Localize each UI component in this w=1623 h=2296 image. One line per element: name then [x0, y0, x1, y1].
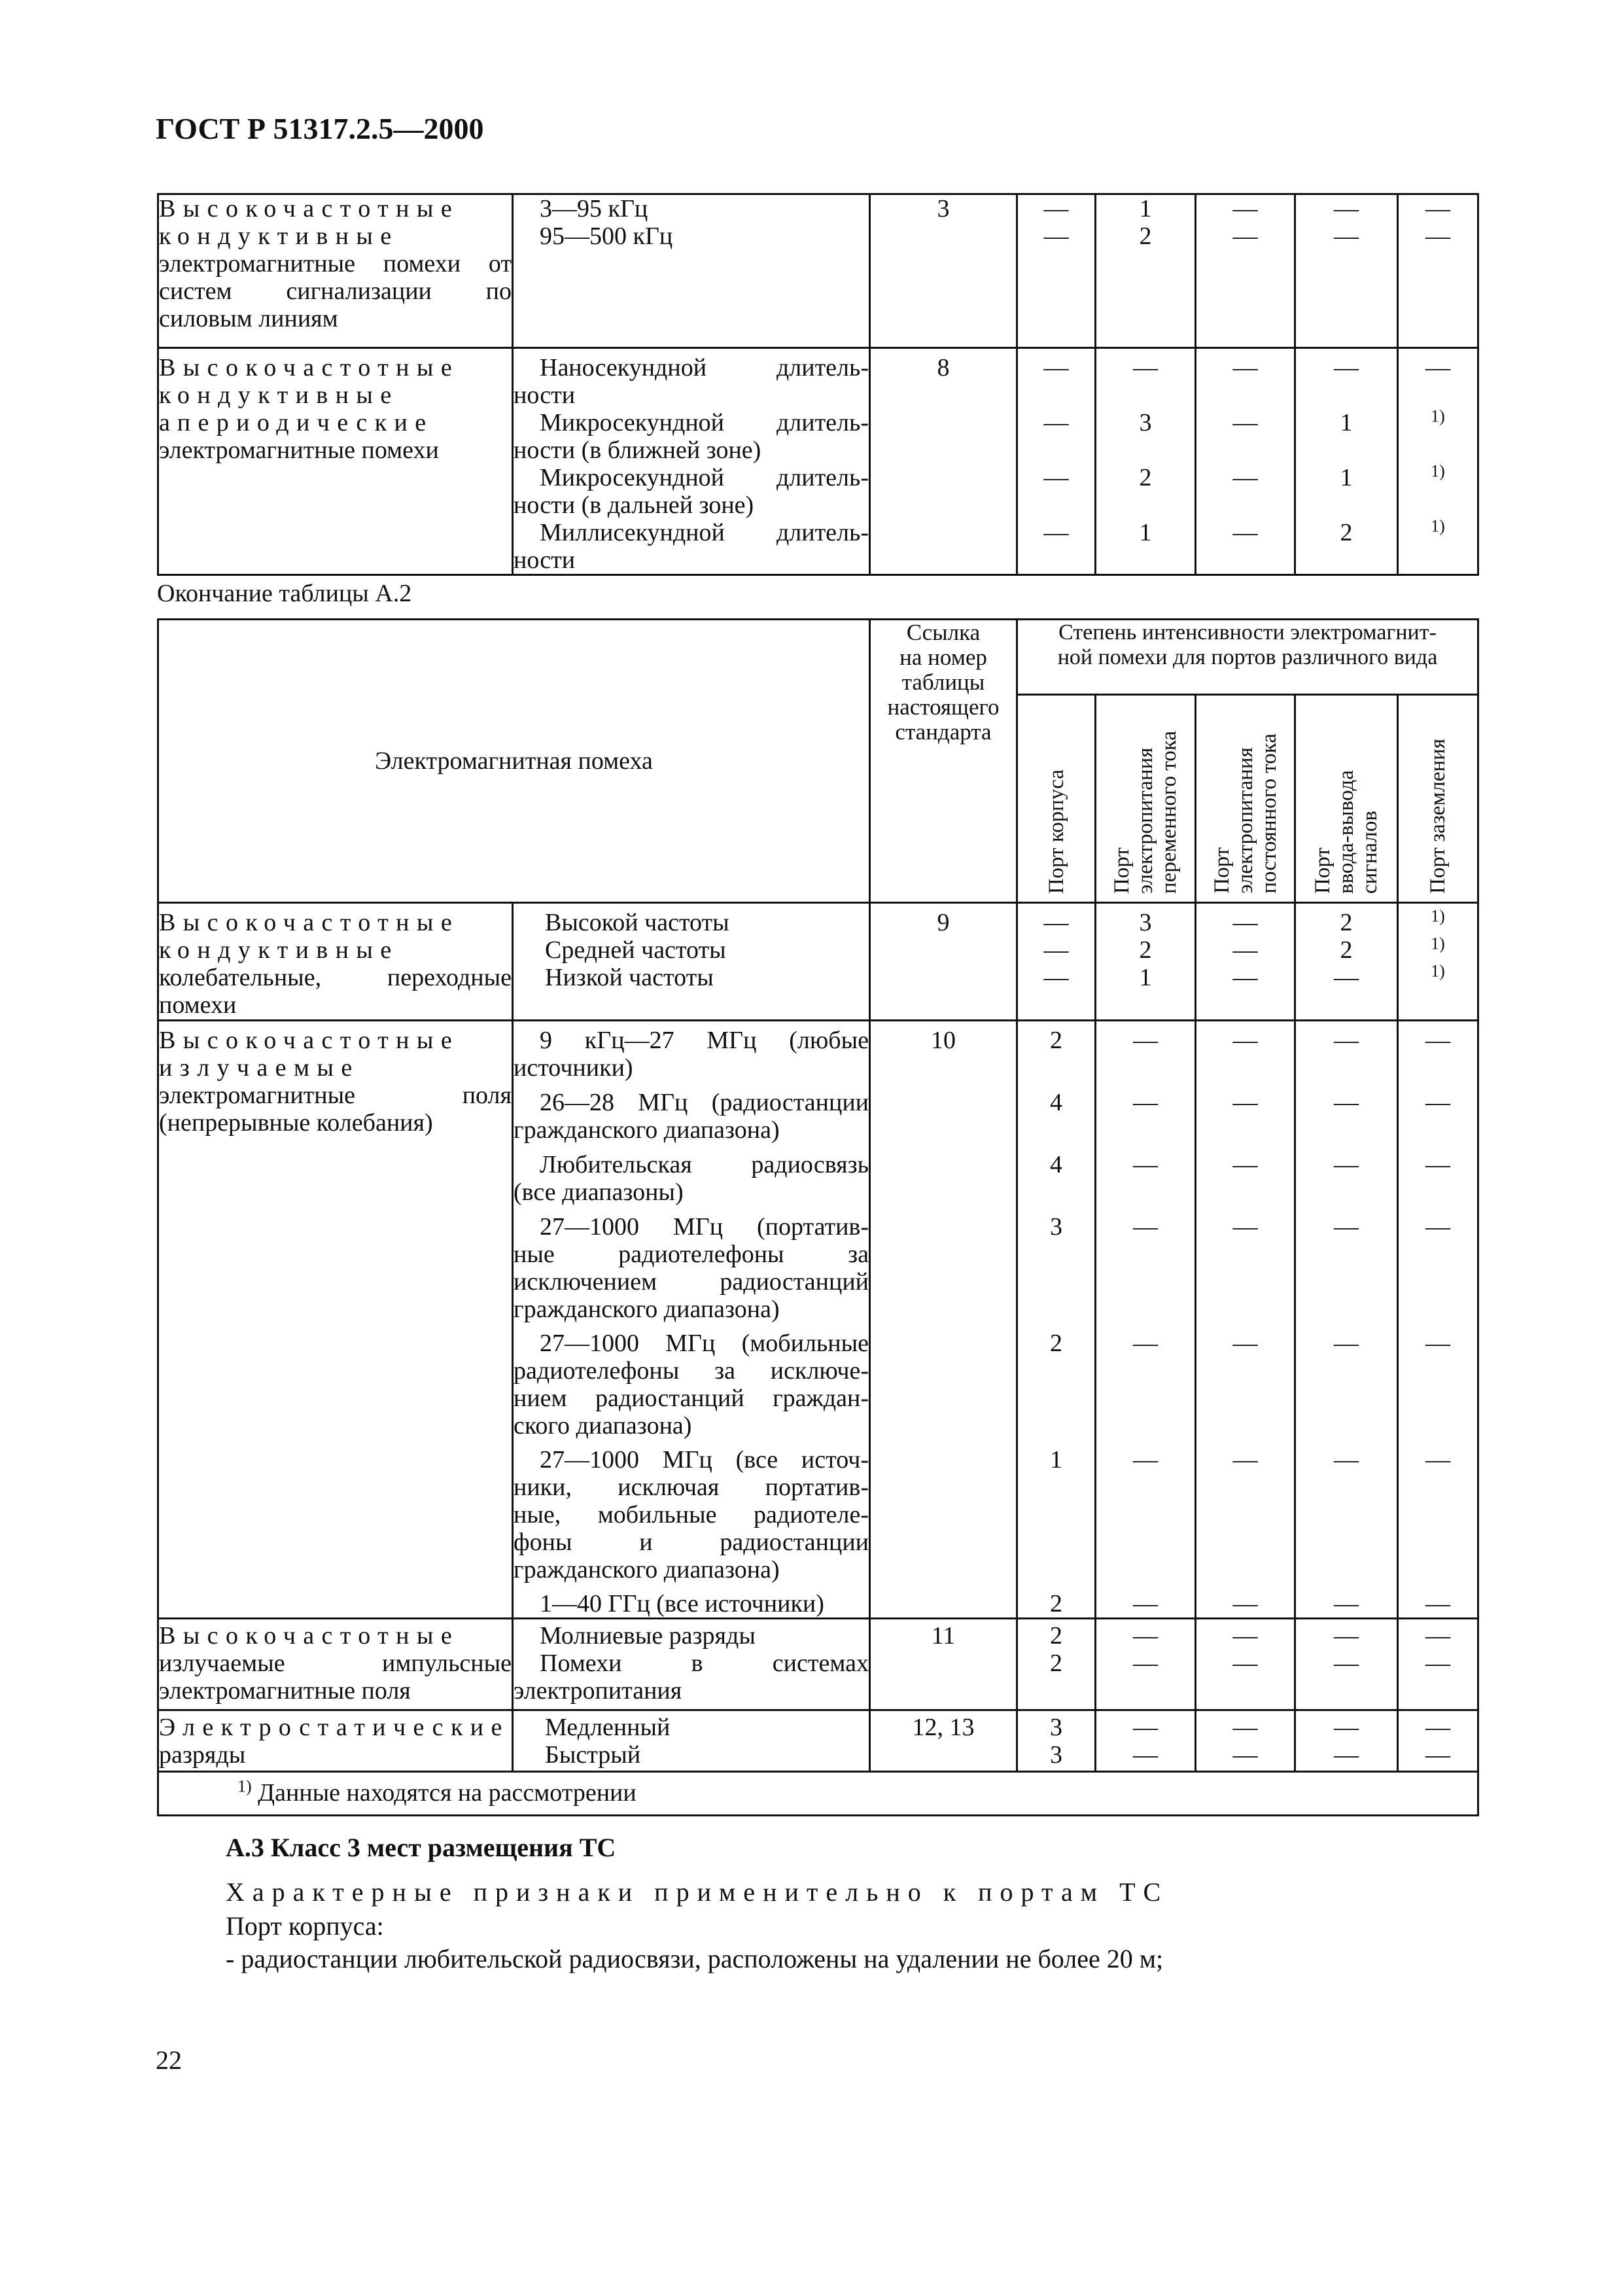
port-label: Порт корпуса:: [226, 1911, 384, 1941]
interference-name: Высокочастотные кондуктивные электромагнитные помехи от систем сигнализации по силовым линиям: [158, 194, 513, 348]
value-cell: — 3 2 1: [1096, 348, 1196, 575]
value-cell: — — — — — — —: [1295, 1021, 1398, 1619]
interference-subtypes: Молниевые разряды Помехи в системах электропитания: [513, 1619, 870, 1710]
value-cell: — $^{1)}$ $^{1)}$ $^{1)}$: [1398, 348, 1478, 575]
table-row: [158, 1710, 1478, 1772]
interference-name: Электростатические разряды: [158, 1710, 513, 1772]
value-cell: — — — — — — —: [1196, 1021, 1295, 1619]
table-row: [158, 348, 1478, 575]
interference-subtypes: Наносекундной длитель- ности Микросекундной длитель- ности (в ближней зоне) Микросекундной длитель- ности (в дальней зоне) Миллисекундной длитель- ности: [513, 348, 870, 575]
interference-subtypes: 9 кГц—27 МГц (любые источники) 26—28 МГц (радиостанции гражданского диапазона) Любительская радиосвязь (все диапазоны) 27—1000 МГц (портатив- ные радиотелефоны за исключением радиостанций гражданского диапазона) 27—1000 МГц (мобильные радиотелефоны за исключе- нием радиостанций граждан- ского диапазона) 27—1000 МГц (все источ- ники, исключая портатив- ные, мобильные радиотеле- фоны и радиостанции гражданского диапазона) 1—40 ГГц (все источники): [513, 1021, 870, 1619]
value-cell: 2 2 —: [1295, 903, 1398, 1021]
header-interference: Электромагнитная помеха: [158, 620, 870, 903]
value-cell: 3 3: [1017, 1710, 1096, 1772]
interference-name: Высокочастотные излучаемые импульсные электромагнитные поля: [158, 1619, 513, 1710]
page-number: 22: [156, 2045, 182, 2075]
value-cell: 3 2 1: [1096, 903, 1196, 1021]
value-cell: — —: [1196, 194, 1295, 348]
table-footnote-row: [158, 1772, 1478, 1816]
value-cell: — 1 1 2: [1295, 348, 1398, 575]
table-row: [158, 1021, 1478, 1619]
value-cell: — — —: [1196, 903, 1295, 1021]
bullet-item: - радиостанции любительской радиосвязи, расположены на удалении не более 20 м;: [226, 1944, 1164, 1973]
value-cell: — —: [1196, 1710, 1295, 1772]
table-continuation: [157, 193, 1479, 576]
value-cell: — — — — — — —: [1398, 1021, 1478, 1619]
value-cell: 2 4 4 3 2 1 2: [1017, 1021, 1096, 1619]
header-port-ac-power: Порт электропитания переменного тока: [1096, 695, 1196, 903]
interference-name: Высокочастотные излучаемые электромагнитные поля (непрерывные колебания): [158, 1021, 513, 1619]
ref-cell: 11: [870, 1619, 1017, 1710]
table-row: [158, 1619, 1478, 1710]
ref-cell: 9: [870, 903, 1017, 1021]
header-port-signal-io: Порт ввода-вывода сигналов: [1295, 695, 1398, 903]
ref-cell: 8: [870, 348, 1017, 575]
ref-cell: 10: [870, 1021, 1017, 1619]
value-cell: — —: [1017, 194, 1096, 348]
ref-cell: 3: [870, 194, 1017, 348]
value-cell: — —: [1096, 1619, 1196, 1710]
section-title: А.3 Класс 3 мест размещения ТС: [226, 1833, 616, 1862]
value-cell: — —: [1295, 1619, 1398, 1710]
table-row: [158, 194, 1478, 348]
table-header-row: [158, 620, 1478, 695]
ref-cell: 12, 13: [870, 1710, 1017, 1772]
interference-subtypes: 3—95 кГц 95—500 кГц: [513, 194, 870, 348]
value-cell: — —: [1295, 1710, 1398, 1772]
value-cell: 1 2: [1096, 194, 1196, 348]
value-cell: — —: [1398, 194, 1478, 348]
characteristics-heading: Характерные признаки применительно к портам ТС: [226, 1877, 1169, 1907]
value-cell: — — —: [1017, 903, 1096, 1021]
header-port-dc-power: Порт электропитания постоянного тока: [1196, 695, 1295, 903]
interference-subtypes: Высокой частоты Средней частоты Низкой частоты: [513, 903, 870, 1021]
interference-name: Высокочастотные кондуктивные колебательные, переходные помехи: [158, 903, 513, 1021]
header-port-housing: Порт корпуса: [1017, 695, 1096, 903]
value-cell: — — — —: [1196, 348, 1295, 575]
value-cell: — —: [1398, 1710, 1478, 1772]
value-cell: — —: [1096, 1710, 1196, 1772]
value-cell: $^{1)}$ $^{1)}$ $^{1)}$: [1398, 903, 1478, 1021]
header-ref: Ссылка на номер таблицы настоящего стандарта: [870, 620, 1017, 903]
table-footnote: $^{1)}$ Данные находятся на рассмотрении: [158, 1772, 1478, 1816]
value-cell: — —: [1196, 1619, 1295, 1710]
header-intensity-group: Степень интенсивности электромагнит- ной помехи для портов различного вида: [1017, 620, 1478, 695]
interference-name: Высокочастотные кондуктивные апериодические электромагнитные помехи: [158, 348, 513, 575]
value-cell: — — — — — — —: [1096, 1021, 1196, 1619]
value-cell: — —: [1398, 1619, 1478, 1710]
value-cell: — —: [1295, 194, 1398, 348]
document-header: ГОСТ Р 51317.2.5—2000: [156, 112, 484, 145]
value-cell: 2 2: [1017, 1619, 1096, 1710]
table-row: [158, 903, 1478, 1021]
interference-subtypes: Медленный Быстрый: [513, 1710, 870, 1772]
value-cell: — — — —: [1017, 348, 1096, 575]
header-port-ground: Порт заземления: [1398, 695, 1478, 903]
table-main: [157, 618, 1479, 1816]
table-caption: Окончание таблицы А.2: [157, 580, 412, 607]
